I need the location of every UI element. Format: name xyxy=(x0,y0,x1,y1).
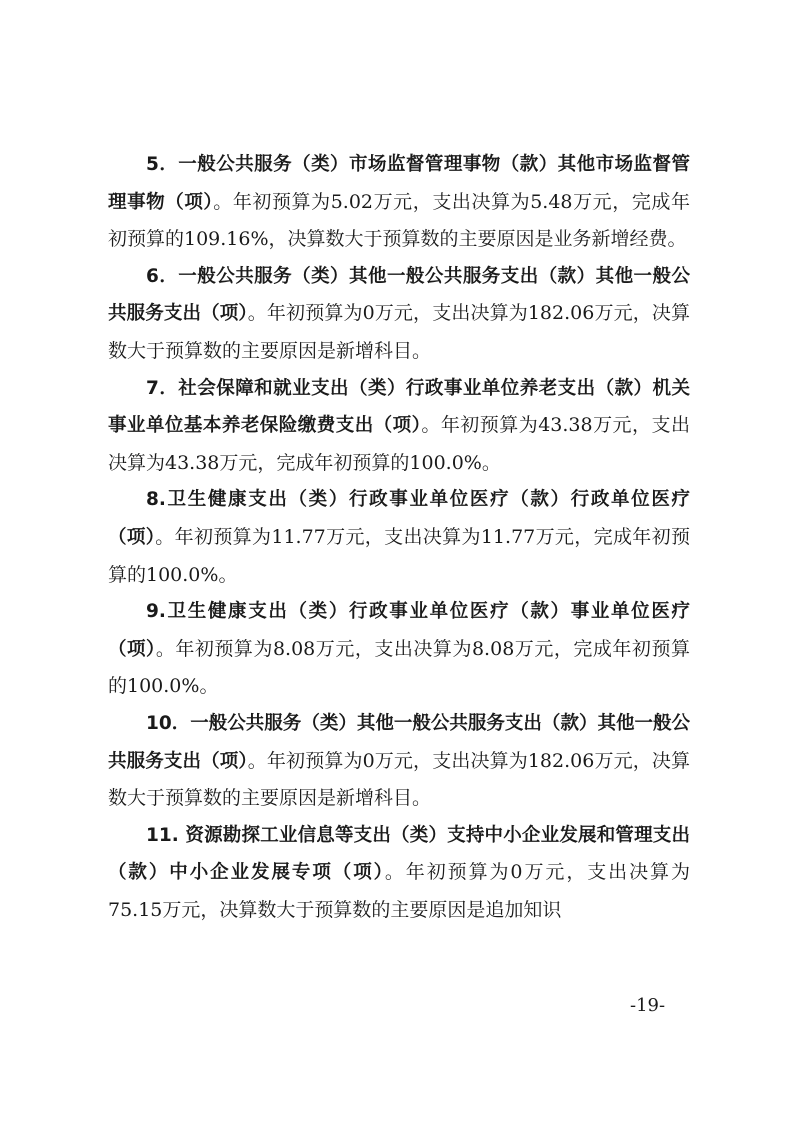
paragraph-8 xyxy=(108,481,690,593)
paragraph-7-body: 。年初预算为43.38万元，支出决算为43.38万元，完成年初预算的100.0%。 xyxy=(108,414,690,474)
paragraph-8-title: 8.卫生健康支出（类）行政事业单位医疗（款）行政单位医疗（项） xyxy=(108,489,690,548)
paragraph-6-title: 6．一般公共服务（类）其他一般公共服务支出（款）其他一般公共服务支出（项） xyxy=(108,265,690,325)
paragraph-9 xyxy=(108,593,690,705)
document-body xyxy=(108,146,690,928)
paragraph-7 xyxy=(108,370,690,482)
paragraph-11 xyxy=(108,817,690,929)
paragraph-5 xyxy=(108,146,690,258)
paragraph-7-title: 7．社会保障和就业支出（类）行政事业单位养老支出（款）机关事业单位基本养老保险缴费支出（项） xyxy=(108,377,690,437)
paragraph-9-body: 。年初预算为8.08万元，支出决算为8.08万元，完成年初预算的100.0%。 xyxy=(108,637,690,698)
paragraph-9-title: 9.卫生健康支出（类）行政事业单位医疗（款）事业单位医疗（项） xyxy=(108,601,690,660)
paragraph-6-body: 。年初预算为0万元，支出决算为182.06万元，决算数大于预算数的主要原因是新增科目。 xyxy=(108,302,690,362)
page-number: -19- xyxy=(630,995,666,1016)
paragraph-10-title: 10．一般公共服务（类）其他一般公共服务支出（款）其他一般公共服务支出（项） xyxy=(108,712,690,772)
paragraph-8-body: 。年初预算为11.77万元，支出决算为11.77万元，完成年初预算的100.0%。 xyxy=(108,525,690,586)
paragraph-5-body: 。年初预算为5.02万元，支出决算为5.48万元，完成年初预算的109.16%，决算数大于预算数的主要原因是业务新增经费。 xyxy=(108,190,690,251)
paragraph-6 xyxy=(108,258,690,370)
paragraph-11-body: 。年初预算为0万元，支出决算为75.15万元，决算数大于预算数的主要原因是追加知识 xyxy=(108,861,690,921)
paragraph-10-body: 。年初预算为0万元，支出决算为182.06万元，决算数大于预算数的主要原因是新增科目。 xyxy=(108,749,690,810)
paragraph-10 xyxy=(108,705,690,817)
paragraph-5-title: 5．一般公共服务（类）市场监督管理事物（款）其他市场监督管理事物（项） xyxy=(108,154,690,213)
paragraph-11-title: 11. 资源勘探工业信息等支出（类）支持中小企业发展和管理支出（款）中小企业发展专项（项） xyxy=(108,824,690,884)
